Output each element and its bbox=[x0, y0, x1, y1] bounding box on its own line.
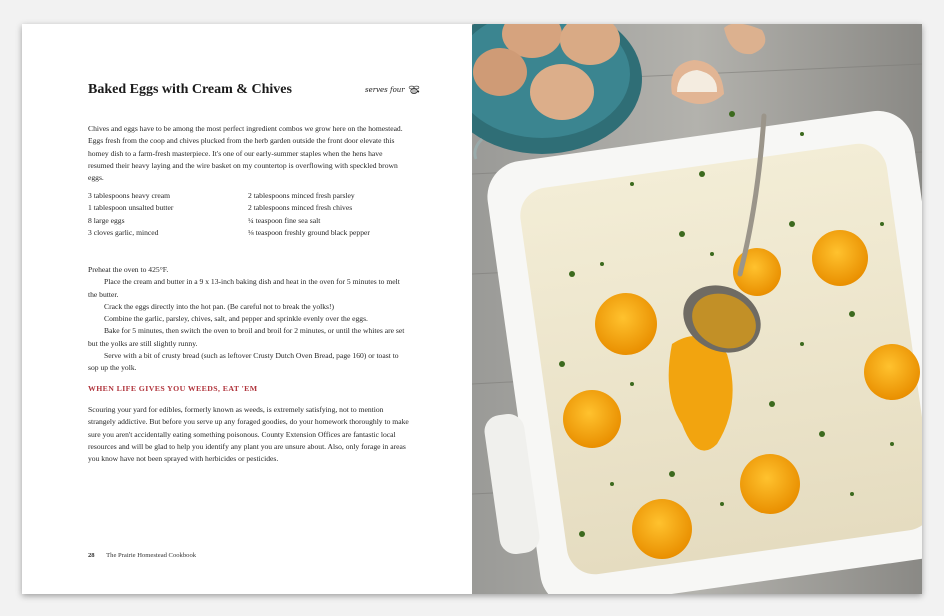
left-page bbox=[22, 24, 472, 594]
method-step: Bake for 5 minutes, then switch the oven to broil and broil for 2 minutes, or until the whites are set but the yolks are still slightly runny. bbox=[88, 326, 405, 348]
book-spread bbox=[22, 24, 922, 594]
recipe-method bbox=[88, 264, 408, 375]
ingredients-list bbox=[88, 190, 408, 239]
page-number: 28 bbox=[88, 552, 95, 559]
method-step: Serve with a bit of crusty bread (such as leftover Crusty Dutch Oven Bread, page 160) or toast to sop up the yolk. bbox=[88, 351, 399, 373]
page-footer bbox=[88, 552, 196, 559]
right-page bbox=[472, 24, 922, 594]
sidebar-text: Scouring your yard for edibles, formerly known as weeds, is extremely satisfying, not to mention strangely addictive. But before you serve up any foraged goodies, do your homework thoroughly to make sure you aren't accidentally eating something poisonous. County Extension Offices are fantastic local resources and will be glad to help you identify any plant you are unsure about. Also, only forage in areas you know have not been sprayed with herbicides or pesticides. bbox=[88, 405, 409, 464]
ingredient-item: 1 tablespoon unsalted butter bbox=[88, 203, 174, 213]
ingredients-column-left bbox=[88, 190, 248, 239]
running-title: The Prairie Homestead Cookbook bbox=[106, 552, 197, 559]
ingredient-item: 2 tablespoons minced fresh chives bbox=[248, 203, 353, 213]
ingredient-item: ⅛ teaspoon freshly ground black pepper bbox=[248, 227, 370, 237]
method-step: Preheat the oven to 425°F. bbox=[88, 265, 169, 274]
sidebar-heading: WHEN LIFE GIVES YOU WEEDS, EAT 'EM bbox=[88, 384, 258, 393]
recipe-intro: Chives and eggs have to be among the most perfect ingredient combos we grow here on the homestead. Eggs fresh from the coop and chives plucked from the herb garden outside the front door elevate this homey dish to a farm-fresh masterpiece. It's one of our early-summer staples when the hens have resumed their heavy laying and the wire basket on my countertop is overflowing with speckled brown eggs. bbox=[88, 124, 403, 183]
ingredients-column-right bbox=[248, 190, 408, 239]
method-step: Combine the garlic, parsley, chives, salt, and pepper and sprinkle evenly over the eggs. bbox=[104, 314, 368, 324]
bee-icon bbox=[407, 84, 421, 96]
ingredient-item: 2 tablespoons minced fresh parsley bbox=[248, 191, 355, 200]
ingredient-item: 8 large eggs bbox=[88, 215, 125, 225]
serves-label: serves four bbox=[365, 86, 405, 94]
recipe-title: Baked Eggs with Cream & Chives bbox=[88, 82, 292, 97]
ingredient-item: 3 tablespoons heavy cream bbox=[88, 191, 171, 200]
method-step: Crack the eggs directly into the hot pan. (Be careful not to break the yolks!) bbox=[104, 301, 335, 311]
method-step: Place the cream and butter in a 9 x 13-inch baking dish and heat in the oven for 5 minutes to melt the butter. bbox=[88, 277, 400, 299]
baked-eggs-photo bbox=[472, 24, 922, 594]
ingredient-item: 3 cloves garlic, minced bbox=[88, 227, 159, 237]
ingredient-item: ¼ teaspoon fine sea salt bbox=[248, 215, 321, 225]
